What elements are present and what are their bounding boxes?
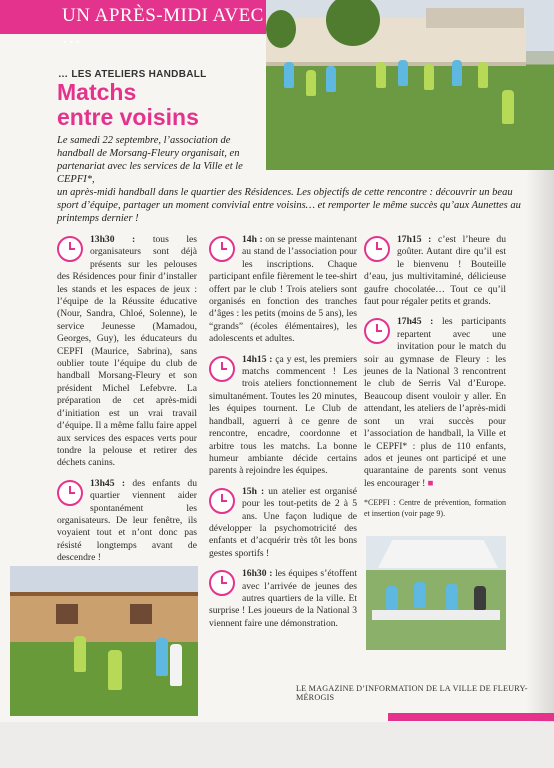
photo-table <box>372 610 500 620</box>
entry-text: ça y est, les premiers matchs commencent ! Les trois ateliers fonctionnement simultanément. Toutes les 20 minutes, les équipes tournent. Le Club de handball, aguerri à ce genre de rencontre, encadre, coordonne et arbitre tous les matchs. La bonne humeur ambiante décide certains parents à rejoindre les équipes. <box>209 353 357 477</box>
photo-person <box>474 586 486 610</box>
photo-player <box>376 62 386 88</box>
clock-icon <box>57 480 83 506</box>
photo-player <box>502 90 514 124</box>
clock-icon <box>364 236 390 262</box>
text-column-1 <box>57 234 197 570</box>
article-title <box>57 80 199 130</box>
photo-window <box>56 604 78 624</box>
footer-accent-bar <box>388 713 554 721</box>
entry-time: 14h : <box>242 234 263 245</box>
entry-text: les équipes s’étoffent avec l’arrivée de jeunes des autres quartiers de la ville. Et surprise ! Les joueurs de la National 3 viennent faire une démonstration. <box>209 568 357 629</box>
photo-player <box>74 636 86 672</box>
clock-icon <box>209 356 235 382</box>
timeline-entry <box>209 234 357 346</box>
timeline-entry <box>209 568 357 630</box>
entry-time: 15h : <box>242 485 265 497</box>
timeline-entry <box>364 234 506 308</box>
photo-person <box>386 586 398 610</box>
banner-text: UN APRÈS-MIDI AVEC … <box>62 5 264 48</box>
entry-time: 13h45 : <box>90 477 126 489</box>
photo-player <box>156 638 168 676</box>
entry-time: 14h15 : <box>242 353 273 365</box>
text-column-2 <box>209 234 357 635</box>
clock-icon <box>364 318 390 344</box>
photo-player <box>326 66 336 92</box>
photo-player <box>170 644 182 686</box>
text-column-3 <box>364 234 506 519</box>
entry-text: un atelier est organisé pour les tout-petits de 2 à 5 ans. Une façon ludique de développer la psychomotricité des enfants et d’acquérir très tôt les bons gestes sportifs ! <box>209 485 357 559</box>
clock-icon <box>209 488 235 514</box>
title-line-1: Matchs <box>57 79 137 105</box>
photo-player <box>306 70 316 96</box>
photo-building-wall <box>10 592 198 642</box>
photo-person <box>414 582 426 608</box>
end-mark: ■ <box>427 477 434 489</box>
clock-icon <box>209 570 235 596</box>
article-kicker: … LES ATELIERS HANDBALL <box>58 69 207 80</box>
photo-player <box>424 64 434 90</box>
photo-player <box>108 650 122 690</box>
photo-match-outdoors <box>10 566 198 716</box>
photo-tree <box>266 10 296 48</box>
photo-player <box>478 62 488 88</box>
entry-text: les participants repartent avec une invitation pour le match du soir au gymnase de Fleury : les jeunes de la National 3 rencontrent le club de Serris Val d’Europe. Beaucoup disent vouloir y aller. En attendant, les ateliers de l’après-midi sont un vrai succès pour l’association de handball, la Ville et le CEPFI* : plus de 110 enfants, ados et jeunes ont participé et une quarantaine de parents sont venus les encourager ! <box>364 316 506 489</box>
entry-time: 17h45 : <box>397 316 434 328</box>
clock-icon <box>209 236 235 262</box>
photo-tent <box>378 540 498 568</box>
entry-time: 17h15 : <box>397 234 432 245</box>
entry-text: on se presse maintenant au stand de l’association pour les inscriptions. Chaque participant enfile fièrement le tee-shirt offert par le club ! Trois ateliers sont organisés en fonction des tranches d’âges : les petits (moins de 5 ans), les “grands” (écoles élémentaires), les adolescents et adultes. <box>209 234 358 345</box>
timeline-entry <box>57 234 197 470</box>
clock-icon <box>57 236 83 262</box>
timeline-entry <box>209 486 357 560</box>
timeline-entry <box>57 478 197 565</box>
entry-time: 16h30 : <box>242 568 273 580</box>
photo-building-roof <box>426 8 524 28</box>
photo-player <box>284 62 294 88</box>
intro-paragraph-2: un après-midi handball dans le quartier des Résidences. Les objectifs de cette rencontre : découvrir un beau sport d’équipe, partager un moment convivial entre voisins… et remporter le même succès qu’aux Aunettes au printemps dernier ! <box>57 187 521 224</box>
photo-window <box>130 604 152 624</box>
photo-player <box>452 60 462 86</box>
magazine-footer: LE MAGAZINE D’INFORMATION DE LA VILLE DE FLEURY-MÉROGIS <box>296 684 528 702</box>
footnote: *CEPFI : Centre de prévention, formation et insertion (voir page 9). <box>364 498 506 518</box>
photo-person <box>446 584 458 610</box>
photo-snack-tent <box>366 536 506 650</box>
timeline-entry <box>364 316 506 490</box>
article-intro <box>57 134 527 225</box>
entry-text: c’est l’heure du goûter. Autant dire qu’il est le bienvenu ! Bouteille d’eau, jus multivitaminé, délicieuse gaufre chocolatée… Tout ce qu’il faut pour régaler petits et grands. <box>364 234 507 308</box>
timeline-entry <box>209 354 357 478</box>
entry-text: des enfants du quartier viennent aider spontanément les organisateurs. De leur fenêtre, ils voyaient tout et n’ont donc pas résisté longtemps avant de descendre ! <box>57 477 197 564</box>
entry-time: 13h30 : <box>90 234 136 245</box>
title-line-2: entre voisins <box>57 104 199 130</box>
intro-paragraph-1: Le samedi 22 septembre, l’association de handball de Morsang-Fleury organisait, en partenariat avec les services de la Ville et le CEPFI*, <box>57 135 243 185</box>
section-banner <box>0 0 266 48</box>
entry-text: tous les organisateurs sont déjà présents sur les pelouses des Résidences pour finir d’installer les stands et les espaces de jeux : l’équipe de la Réussite éducative (Nour, Sandra, Chloé, Solenne), le service Jeunesse (Mamadou, Georges, Guy), les éducateurs du CEPFI (Maurice, Sabrina), sans oublier toute l’équipe du club de handball Morsang-Fleury et son président Michel Lefebvre. La préparation de cet après-midi d’initiation est un vrai travail d’équipe. Il a même fallu faire appel aux services des espaces verts pour tondre la pelouse et retirer des déchets canins. <box>57 234 197 469</box>
photo-player <box>398 60 408 86</box>
page-bottom-margin <box>0 722 554 768</box>
